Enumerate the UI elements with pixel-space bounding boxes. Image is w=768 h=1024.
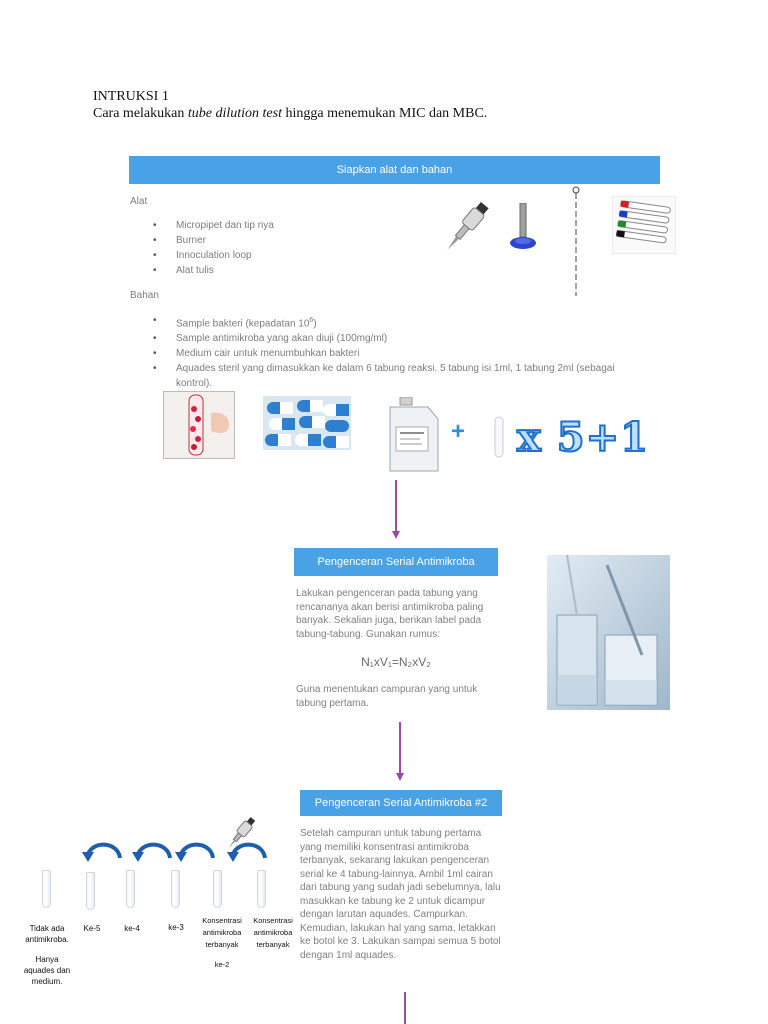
curved-arrow-icon xyxy=(88,845,120,858)
tube-label-1 xyxy=(14,923,80,987)
tube-label-line: ke-2 xyxy=(214,960,230,969)
section3-banner: Pengenceran Serial Antimikroba #2 xyxy=(300,790,502,816)
tube-label-line: Tidak ada xyxy=(29,924,65,933)
curved-arrow-icon xyxy=(181,845,213,858)
section2-banner: Pengenceran Serial Antimikroba xyxy=(294,548,498,576)
test-tube xyxy=(42,870,51,908)
section2-paragraph-2: Guna menentukan campuran yang untuk tabung pertama. xyxy=(296,684,478,709)
jerrycan-icon xyxy=(386,397,442,473)
tube-label-line: antimikroba xyxy=(253,928,293,937)
bahan-list xyxy=(153,313,653,391)
tube-label-5 xyxy=(196,915,248,971)
test-tube-icon xyxy=(492,416,506,458)
micropipette-icon xyxy=(222,815,262,849)
alat-label: Alat xyxy=(130,196,148,207)
list-item: • Burner xyxy=(153,233,274,248)
section1-banner: Siapkan alat dan bahan xyxy=(129,156,660,184)
blood-test-tube-icon xyxy=(163,391,235,459)
list-item: • Innoculation loop xyxy=(153,248,274,263)
tube-label-2: Ke-5 xyxy=(83,924,101,933)
tube-label-4: ke-3 xyxy=(168,923,184,932)
list-item: • Alat tulis xyxy=(153,263,274,278)
tube-label-line: terbanyak xyxy=(205,940,239,949)
list-item-text: Sample bakteri (kepadatan 10 xyxy=(176,318,310,330)
flow-arrow-line xyxy=(395,480,397,532)
list-item-suffix: ) xyxy=(313,318,317,330)
flow-arrow-line xyxy=(404,992,406,1024)
inoculation-loop-icon xyxy=(570,186,582,298)
lab-glassware-photo xyxy=(547,555,670,710)
micropipette-icon xyxy=(436,198,496,254)
curved-arrow-icon xyxy=(138,845,170,858)
subtitle-suffix: hingga menemukan MIC dan MBC. xyxy=(281,106,488,121)
tube-label-line: antimikroba xyxy=(202,928,242,937)
test-tube xyxy=(86,872,95,910)
tube-label-line: aquades dan xyxy=(23,966,71,975)
capsules-icon xyxy=(263,396,351,450)
flow-arrow-head xyxy=(392,531,400,539)
formula: N₁xV₁=N₂xV₂ xyxy=(361,655,431,669)
tube-label-3: ke-4 xyxy=(124,924,140,933)
list-item xyxy=(153,313,653,331)
markers-icon xyxy=(612,196,676,254)
tube-label-line: Hanya xyxy=(35,955,59,964)
bunsen-burner-icon xyxy=(508,203,538,253)
multiplier-text: x 5+1 xyxy=(517,414,649,461)
test-tube xyxy=(257,870,266,908)
tube-label-line: medium. xyxy=(31,977,63,986)
superscript: 6 xyxy=(309,317,314,324)
tube-label-line: Konsentrasi xyxy=(202,916,242,925)
tube-label-6 xyxy=(246,915,300,951)
section3-paragraph: Setelah campuran untuk tabung pertama yang memiliki konsentrasi antimikroba terbanyak, sekarang lakukan pengenceran serial ke 4 tabung-lainnya. Ambil 1ml cairan dari tabung yang sudah jadi sebelumnya, lalu masukkan ke tabung ke 2 untuk dicampur dengan larutan aquades. Campurkan. Kemudian, lakukan hal yang sama, letakkan ke botol ke 3. Lakukan sampai semua 5 botol dengan 1ml aquades. xyxy=(300,828,501,961)
subtitle-italic: tube dilution test xyxy=(187,106,282,121)
subtitle-prefix: Cara melakukan xyxy=(93,106,188,121)
test-tube xyxy=(213,870,222,908)
section2-paragraph: Lakukan pengenceran pada tabung yang rencananya akan berisi antimikroba paling banyak. Sekalian juga, berikan label pada tabung-tabung. Gunakan rumus: xyxy=(296,588,484,640)
page-heading: INTRUKSI 1 xyxy=(93,89,169,104)
tube-label-line: Konsentrasi xyxy=(253,916,293,925)
tube-label-line: antimikroba. xyxy=(25,935,69,944)
flow-arrow-head xyxy=(396,773,404,781)
plus-sign: + xyxy=(451,418,466,445)
list-item: • Aquades steril yang dimasukkan ke dalam 6 tabung reaksi. 5 tabung isi 1ml, 1 tabung 2ml (sebagai kontrol). xyxy=(153,361,653,391)
tube-label-line: terbanyak xyxy=(256,940,290,949)
list-item: • Micropipet dan tip nya xyxy=(153,218,274,233)
bahan-label: Bahan xyxy=(130,290,159,301)
list-item: • Medium cair untuk menumbuhkan bakteri xyxy=(153,346,653,361)
page-subtitle xyxy=(93,105,487,122)
test-tube xyxy=(126,870,135,908)
list-item: • Sample antimikroba yang akan diuji (100mg/ml) xyxy=(153,331,653,346)
test-tube xyxy=(171,870,180,908)
flow-arrow-line xyxy=(399,722,401,774)
alat-list xyxy=(153,218,274,278)
